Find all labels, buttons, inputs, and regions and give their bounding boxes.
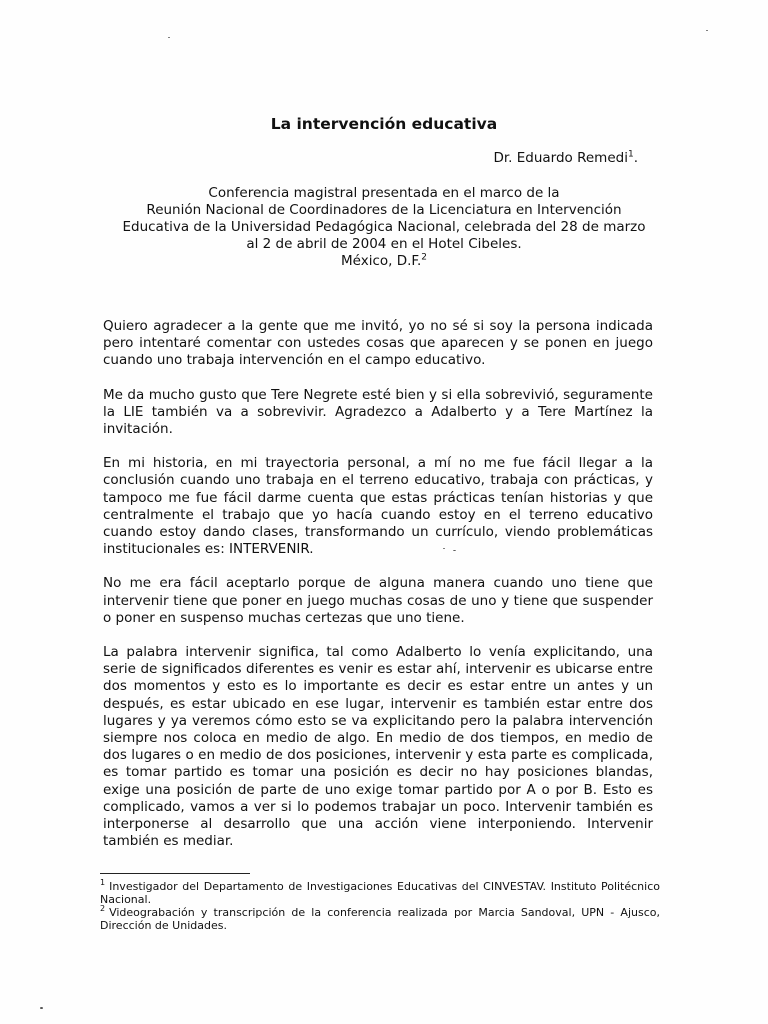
paragraph: Me da mucho gusto que Tere Negrete esté bien y si ella sobrevivió, seguramente la LIE también va a sobrevivir. Agradezco a Adalberto y a Tere Martínez la invitación. — [103, 386, 653, 438]
document-title: La intervención educativa — [270, 115, 498, 133]
venue-line: Conferencia magistral presentada en el marco de la — [208, 185, 560, 201]
scan-speck — [453, 550, 456, 551]
footnote-ref: 2 — [100, 904, 106, 914]
scan-speck — [168, 37, 170, 38]
footnote — [100, 880, 660, 906]
paragraph: Quiero agradecer a la gente que me invitó, yo no sé si soy la persona indicada pero intentaré comentar con ustedes cosas que aparecen y se ponen en juego cuando uno trabaja intervención en el campo educativo. — [103, 318, 653, 369]
paragraph: No me era fácil aceptarlo porque de alguna manera cuando uno tiene que intervenir tiene que poner en juego muchas cosas de uno y tiene que suspender o poner en suspenso muchas certezas que uno tiene. — [103, 575, 653, 626]
author-footnote-ref: 1 — [627, 149, 634, 160]
venue-line: Reunión Nacional de Coordinadores de la Licenciatura en Intervención — [146, 202, 622, 218]
paragraph: En mi historia, en mi trayectoria personal, a mí no me fue fácil llegar a la conclusión cuando uno trabaja en el terreno educativo, trabaja con prácticas, y tampoco me fue fácil darme cuenta que estas prácticas tenían historias y que centralmente el trabajo que yo hacía cuando estoy en el terreno educativo cuando estoy dando clases, transformando un currículo, viendo problemáticas institucionales es: INTERVENIR. — [103, 455, 653, 558]
scan-speck — [40, 1007, 43, 1009]
author-name: Dr. Eduardo Remedi — [493, 150, 628, 166]
scan-speck — [706, 30, 708, 31]
venue-city: México, D.F. — [340, 253, 422, 269]
paragraph: La palabra intervenir significa, tal como Adalberto lo venía explicitando, una serie de significados diferentes es venir es estar ahí, intervenir es ubicarse entre dos momentos y esto es lo importante es decir es estar entre un antes y un después, es estar ubicado en ese lugar, intervenir es también estar entre dos lugares y ya veremos cómo esto se va explicitando pero la palabra intervención siempre nos coloca en medio de algo. En medio de dos tiempos, en medio de dos lugares o en medio de dos posiciones, intervenir y esta parte es complicada, es tomar partido es tomar una posición es decir no hay posiciones blandas, exige una posición de parte de uno exige tomar partido por A o por B. Esto es complicado, vamos a ver si lo podemos trabajar un poco. Intervenir también es interponerse al desarrollo que una acción viene interponiendo. Intervenir también es mediar. — [103, 644, 653, 850]
venue-line: Educativa de la Universidad Pedagógica Nacional, celebrada del 28 de marzo — [122, 219, 646, 235]
author-trailing-period: . — [633, 150, 638, 166]
author-line — [493, 150, 638, 166]
body-text — [103, 318, 653, 867]
footnote-text: Videograbación y transcripción de la conferencia realizada por Marcia Sandoval, UPN - Ajusco, Dirección de Unidades. — [100, 906, 660, 932]
footnote-text: Investigador del Departamento de Investigaciones Educativas del CINVESTAV. Instituto Politécnico Nacional. — [100, 880, 660, 906]
footnotes — [100, 880, 660, 932]
footnote-ref: 1 — [100, 878, 106, 888]
footnote — [100, 906, 660, 932]
venue-city-line — [100, 253, 668, 270]
scan-speck — [443, 548, 445, 549]
footnote-divider — [100, 873, 250, 874]
venue-line: al 2 de abril de 2004 en el Hotel Cibeles. — [246, 236, 522, 252]
conference-info — [100, 185, 668, 270]
venue-footnote-ref: 2 — [421, 252, 428, 263]
